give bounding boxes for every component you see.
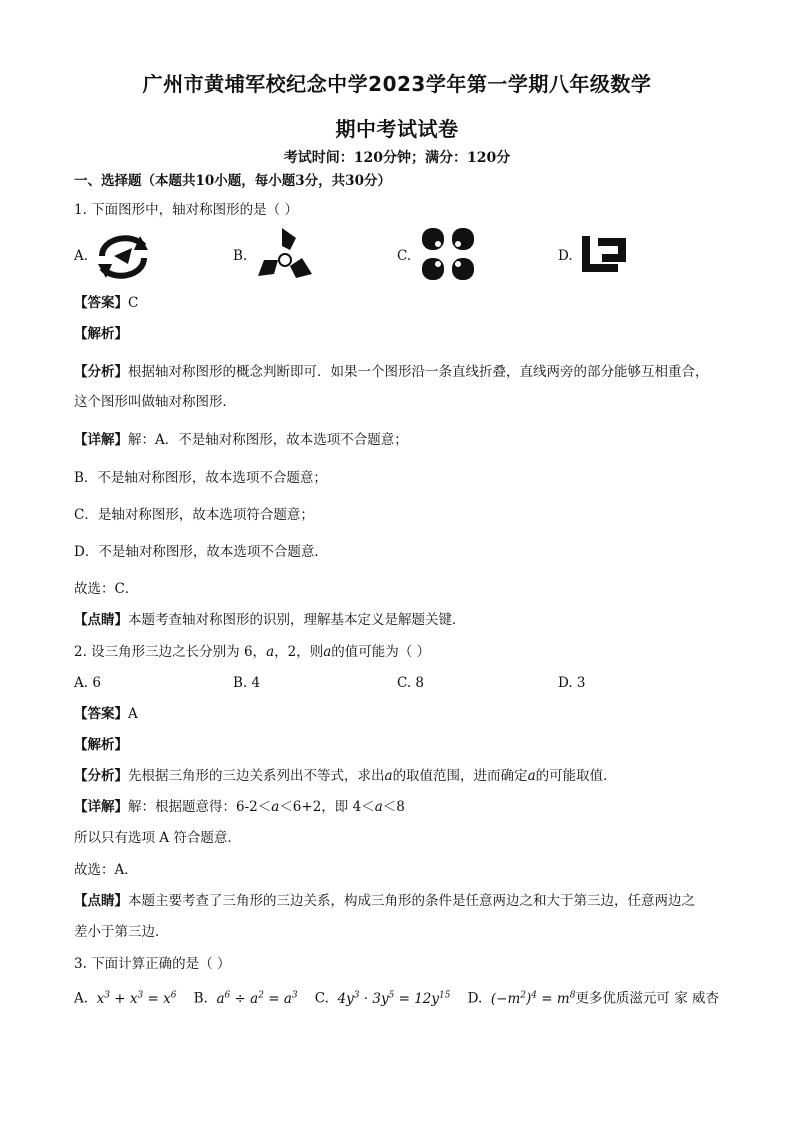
q3-option-a-expr: $x^3 + x^3 = x^6$ xyxy=(92,990,177,1007)
xiangjie-text: 解：A．不是轴对称图形，故本选项不合题意； xyxy=(128,432,408,448)
answer-tag: 【答案】 xyxy=(74,295,128,311)
q3-option-d-label: D. xyxy=(467,990,483,1007)
exam-meta: 考试时间：120分钟；满分：120分 xyxy=(283,150,511,166)
q2-so: 所以只有选项 A 符合题意． xyxy=(74,830,241,846)
q2-stem-post: 的值可能为（ ） xyxy=(331,644,431,660)
q1-option-d-label: D. xyxy=(558,248,573,264)
q2-dianjing-line2: 差小于第三边． xyxy=(74,924,169,940)
q2-dianjing-line1 xyxy=(74,893,695,911)
dianjing-tag: 【点睛】 xyxy=(74,893,128,909)
q2-xiangjie xyxy=(74,799,405,817)
q1-dianjing xyxy=(74,612,466,630)
q1-analysis-tag: 【解析】 xyxy=(74,326,128,342)
q2-choose: 故选：A． xyxy=(74,862,138,878)
q1-option-b-label: B. xyxy=(233,248,248,264)
q2-xiangjie-var: a xyxy=(271,799,280,815)
document-title: 广州市黄埔军校纪念中学2023学年第一学期八年级数学 xyxy=(142,72,652,96)
answer-tag: 【答案】 xyxy=(74,706,128,722)
q2-fenxi-mid: 的取值范围，进而确定 xyxy=(392,768,528,784)
q1-option-c-figure xyxy=(418,226,478,286)
q1-xiangjie-b: B．不是轴对称图形，故本选项不合题意； xyxy=(74,470,327,486)
q2-stem-pre: 2. 设三角形三边之长分别为 6， xyxy=(74,644,267,660)
q2-xiangjie-mid: ＜6+2，即 4＜ xyxy=(279,799,375,815)
q1-fenxi-line2: 这个图形叫做轴对称图形． xyxy=(74,394,236,410)
xiangjie-tag: 【详解】 xyxy=(74,799,128,815)
answer-value: C xyxy=(128,295,139,311)
q3-option-b-expr: $a^6 \div a^2 = a^3$ xyxy=(212,990,298,1007)
q2-answer xyxy=(74,706,138,724)
q2-option-a: A. 6 xyxy=(74,675,101,691)
dianjing-text: 本题考查轴对称图形的识别，理解基本定义是解题关键． xyxy=(128,612,466,628)
section-heading: 一、选择题（本题共10小题，每小题3分，共30分） xyxy=(74,173,391,189)
q1-answer xyxy=(74,295,138,313)
q2-fenxi xyxy=(74,768,617,786)
q3-option-d-expr: $(-m^2)^4 = m^8$ xyxy=(486,990,576,1007)
q1-xiangjie-c: C．是轴对称图形，故本选项符合题意； xyxy=(74,507,314,523)
xiangjie-tag: 【详解】 xyxy=(74,432,128,448)
q1-xiangjie-a xyxy=(74,432,408,450)
q2-stem-var-2: a xyxy=(323,644,332,660)
fenxi-text: 根据轴对称图形的概念判断即可．如果一个图形沿一条直线折叠，直线两旁的部分能够互相重合， xyxy=(128,364,709,380)
q1-option-a-figure xyxy=(92,228,154,288)
q1-xiangjie-d: D．不是轴对称图形，故本选项不合题意． xyxy=(74,544,328,560)
q2-xiangjie-post: ＜8 xyxy=(382,799,405,815)
q1-option-a-label: A. xyxy=(74,248,89,264)
q2-stem-var: a xyxy=(266,644,275,660)
watermark-text: 更多优质滋元可 家 威杏 xyxy=(575,990,720,1007)
q1-stem: 1. 下面图形中，轴对称图形的是（ ） xyxy=(74,202,298,218)
q1-option-c-label: C. xyxy=(397,248,412,264)
q2-fenxi-post: 的可能取值． xyxy=(535,768,617,784)
q2-fenxi-var-2: a xyxy=(527,768,536,784)
q3-option-c-label: C. xyxy=(314,990,329,1007)
q1-option-b-figure xyxy=(256,226,316,286)
q2-option-b: B. 4 xyxy=(233,675,261,691)
q1-fenxi-line1 xyxy=(74,364,709,382)
q1-option-d-figure xyxy=(578,232,630,282)
dianjing-tag: 【点睛】 xyxy=(74,612,128,628)
q2-analysis-tag: 【解析】 xyxy=(74,737,128,753)
q2-dianjing-text: 本题主要考查了三角形的三边关系，构成三角形的条件是任意两边之和大于第三边，任意两边之 xyxy=(128,893,695,909)
q2-option-d: D. 3 xyxy=(558,675,586,691)
q3-option-c-expr: $4y^3 \cdot 3y^5 = 12y^{15}$ xyxy=(333,990,451,1007)
answer-value: A xyxy=(128,706,138,722)
q2-fenxi-pre: 先根据三角形的三边关系列出不等式，求出 xyxy=(128,768,385,784)
q2-stem-mid: ，2，则 xyxy=(274,644,324,660)
q3-stem: 3. 下面计算正确的是（ ） xyxy=(74,956,231,972)
q3-option-b-label: B. xyxy=(193,990,208,1007)
q2-stem xyxy=(74,644,430,662)
q2-fenxi-var: a xyxy=(384,768,393,784)
document-subtitle: 期中考试试卷 xyxy=(335,117,459,141)
q1-choose: 故选：C． xyxy=(74,581,139,597)
q3-option-a-label: A. xyxy=(74,990,89,1007)
q2-xiangjie-pre: 解：根据题意得：6-2＜ xyxy=(128,799,272,815)
q3-options xyxy=(74,990,719,1008)
fenxi-tag: 【分析】 xyxy=(74,364,128,380)
q2-xiangjie-var-2: a xyxy=(374,799,383,815)
fenxi-tag: 【分析】 xyxy=(74,768,128,784)
q2-option-c: C. 8 xyxy=(397,675,425,691)
